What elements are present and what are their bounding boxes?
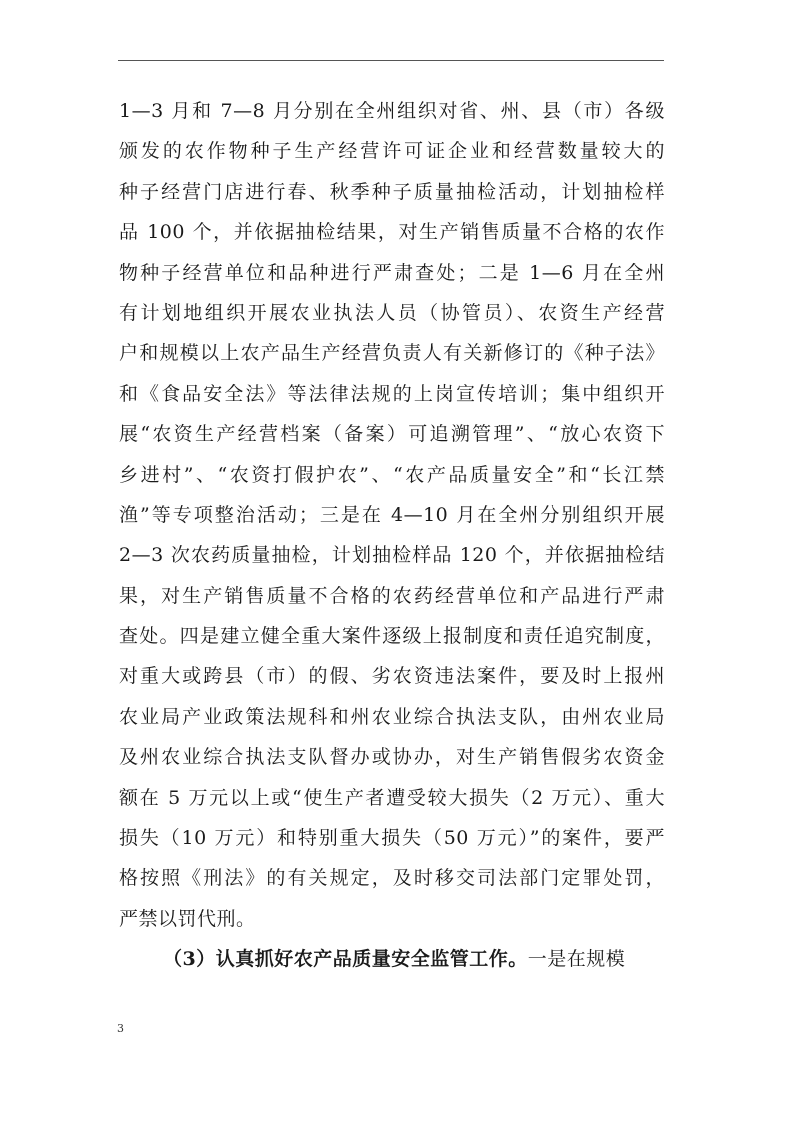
text-line: 乡进村”、“农资打假护农”、“农产品质量安全”和“长江禁 <box>119 463 665 486</box>
text-line: 2—3 次农药质量抽检，计划抽检样品 120 个，并依据抽检结 <box>119 544 665 567</box>
text-line: 品 100 个，并依据抽检结果，对生产销售质量不合格的农作 <box>119 221 665 244</box>
text-line: 查处。四是建立健全重大案件逐级上报制度和责任追究制度， <box>119 625 665 648</box>
page-number: 3 <box>117 1022 124 1035</box>
text-line: 1—3 月和 7—8 月分别在全州组织对省、州、县（市）各级 <box>119 100 665 122</box>
text-line: 有计划地组织开展农业执法人员（协管员）、农资生产经营 <box>119 301 665 324</box>
text-line: 额在 5 万元以上或“使生产者遭受较大损失（2 万元）、重大 <box>119 786 665 809</box>
text-line: 和《食品安全法》等法律法规的上岗宣传培训；集中组织开 <box>119 382 665 405</box>
text-line: 及州农业综合执法支队督办或协办，对生产销售假劣农资金 <box>119 746 665 769</box>
section-heading: （3）认真抓好农产品质量安全监管工作。 <box>163 948 528 971</box>
text-line: 物种子经营单位和品种进行严肃查处；二是 1—6 月在全州 <box>119 261 665 284</box>
section-heading-line <box>119 939 665 979</box>
section-heading-continuation: 一是在规模 <box>527 948 626 971</box>
body-text <box>119 91 665 980</box>
text-line: 户和规模以上农产品生产经营负责人有关新修订的《种子法》 <box>119 342 665 365</box>
text-line: 农业局产业政策法规科和州农业综合执法支队，由州农业局 <box>119 705 665 728</box>
text-line: 严禁以罚代刑。 <box>119 907 256 930</box>
header-rule <box>118 60 664 61</box>
text-line: 格按照《刑法》的有关规定，及时移交司法部门定罪处罚， <box>119 867 665 890</box>
text-line: 渔”等专项整治活动；三是在 4—10 月在全州分别组织开展 <box>119 503 665 526</box>
text-line: 果，对生产销售质量不合格的农药经营单位和产品进行严肃 <box>119 584 665 607</box>
text-line: 对重大或跨县（市）的假、劣农资违法案件，要及时上报州 <box>119 665 665 688</box>
text-line: 展“农资生产经营档案（备案）可追溯管理”、“放心农资下 <box>119 423 665 446</box>
text-line: 颁发的农作物种子生产经营许可证企业和经营数量较大的 <box>119 140 665 163</box>
text-line: 损失（10 万元）和特别重大损失（50 万元）”的案件，要严 <box>119 827 665 850</box>
text-line: 种子经营门店进行春、秋季种子质量抽检活动，计划抽检样 <box>119 180 665 203</box>
